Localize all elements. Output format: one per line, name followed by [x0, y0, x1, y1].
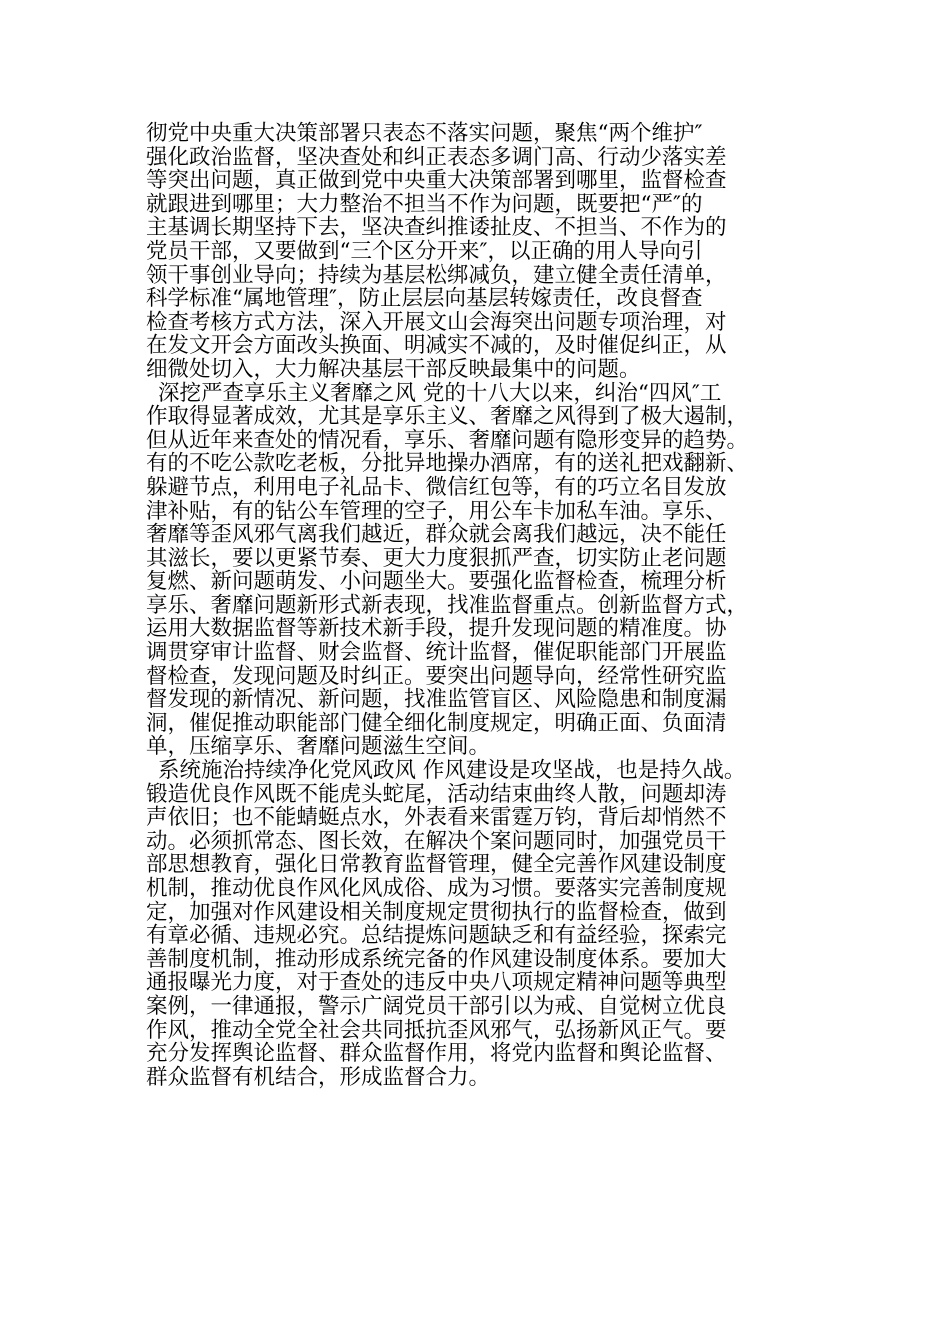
text-line: 定，加强对作风建设相关制度规定贯彻执行的监督检查，做到: [146, 899, 727, 925]
text-line: 作风，推动全党全社会共同抵抗歪风邪气，弘扬新风正气。要: [146, 1017, 727, 1043]
text-line: 通报曝光力度，对于查处的违反中央八项规定精神问题等典型: [146, 970, 727, 996]
text-line: 声依旧；也不能蜻蜓点水，外表看来雷霆万钧，背后却悄然不: [146, 805, 727, 831]
text-line: 在发文开会方面改头换面、明减实不减的，及时催促纠正，从: [146, 333, 727, 359]
text-line: 检查考核方式方法，深入开展文山会海突出问题专项治理，对: [146, 309, 727, 335]
text-line: 督检查，发现问题及时纠正。要突出问题导向，经常性研究监: [146, 663, 727, 689]
text-line: 案例，一律通报，警示广阔党员干部引以为戒、自觉树立优良: [146, 993, 727, 1019]
document-page: [146, 122, 824, 1089]
text-line: 运用大数据监督等新技术新手段，提升发现问题的精准度。协: [146, 616, 727, 642]
text-line: 充分发挥舆论监督、群众监督作用，将党内监督和舆论监督、: [146, 1041, 727, 1067]
text-line: 彻党中央重大决策部署只表态不落实问题，聚焦“两个维护″: [146, 121, 703, 146]
text-line: 科学标准“属地管理″，防止层层向基层转嫁责任，改良督查: [146, 286, 703, 312]
text-line: 深挖严查享乐主义奢靡之风 党的十八大以来，纠治“四风″工: [158, 380, 722, 406]
text-line: 领干事创业导向；持续为基层松绑减负，建立健全责任清单，: [146, 262, 727, 288]
text-line: 津补贴，有的钻公车管理的空子，用公车卡加私车油。享乐、: [146, 498, 727, 524]
text-line: 细微处切入，大力解决基层干部反映最集中的问题。: [146, 356, 641, 382]
text-line: 调贯穿审计监督、财会监督、统计监督，催促职能部门开展监: [146, 640, 727, 666]
text-line: 等突出问题，真正做到党中央重大决策部署到哪里，监督检查: [146, 168, 727, 194]
text-line: 督发现的新情况、新问题，找准监管盲区、风险隐患和制度漏: [146, 687, 727, 713]
text-line: 洞，催促推动职能部门健全细化制度规定，明确正面、负面清: [146, 710, 727, 736]
text-line: 主基调长期坚持下去，坚决查纠推诿扯皮、不担当、不作为的: [146, 215, 727, 241]
text-line: 善制度机制，推动形成系统完备的作风建设制度体系。要加大: [146, 946, 727, 972]
text-line: 机制，推动优良作风化风成俗、成为习惯。要落实完善制度规: [146, 876, 727, 901]
text-line: 作取得显著成效，尤其是享乐主义、奢靡之风得到了极大遏制，: [146, 404, 749, 430]
paragraph: [146, 122, 824, 382]
text-line: 但从近年来查处的情况看，享乐、奢靡问题有隐形变异的趋势。: [146, 427, 749, 453]
text-line: 动。必须抓常态、图长效，在解决个案问题同时，加强党员干: [146, 828, 727, 854]
text-line: 党员干部，又要做到“三个区分开来″，以正确的用人导向引: [146, 238, 703, 264]
text-line: 单，压缩享乐、奢靡问题滋生空间。: [146, 734, 491, 760]
text-line: 有章必循、违规必究。总结提炼问题缺乏和有益经验，探索完: [146, 923, 727, 949]
text-line: 就跟进到哪里；大力整治不担当不作为问题，既要把“严″的: [146, 191, 703, 217]
text-line: 躲避节点，利用电子礼品卡、微信红包等，有的巧立名目发放: [146, 474, 727, 500]
text-line: 群众监督有机结合，形成监督合力。: [146, 1064, 491, 1090]
text-line: 有的不吃公款吃老板，分批异地操办酒席，有的送礼把戏翻新、: [146, 451, 749, 477]
text-line: 其滋长，要以更紧节奏、更大力度狠抓严查，切实防止老问题: [146, 545, 727, 571]
text-line: 复燃、新问题萌发、小问题坐大。要强化监督检查，梳理分析: [146, 569, 727, 595]
paragraph: [146, 382, 824, 760]
text-line: 奢靡等歪风邪气离我们越近，群众就会离我们越远，决不能任: [146, 522, 727, 548]
text-line: 锻造优良作风既不能虎头蛇尾，活动结束曲终人散，问题却涛: [146, 781, 727, 807]
paragraph: [146, 759, 824, 1089]
text-line: 部思想教育，强化日常教育监督管理，健全完善作风建设制度: [146, 852, 727, 878]
text-line: 系统施治持续净化党风政风 作风建设是攻坚战，也是持久战。: [158, 758, 746, 784]
text-line: 享乐、奢靡问题新形式新表现，找准监督重点。创新监督方式，: [146, 592, 749, 618]
text-line: 强化政治监督，坚决查处和纠正表态多调门高、行动少落实差: [146, 144, 727, 170]
